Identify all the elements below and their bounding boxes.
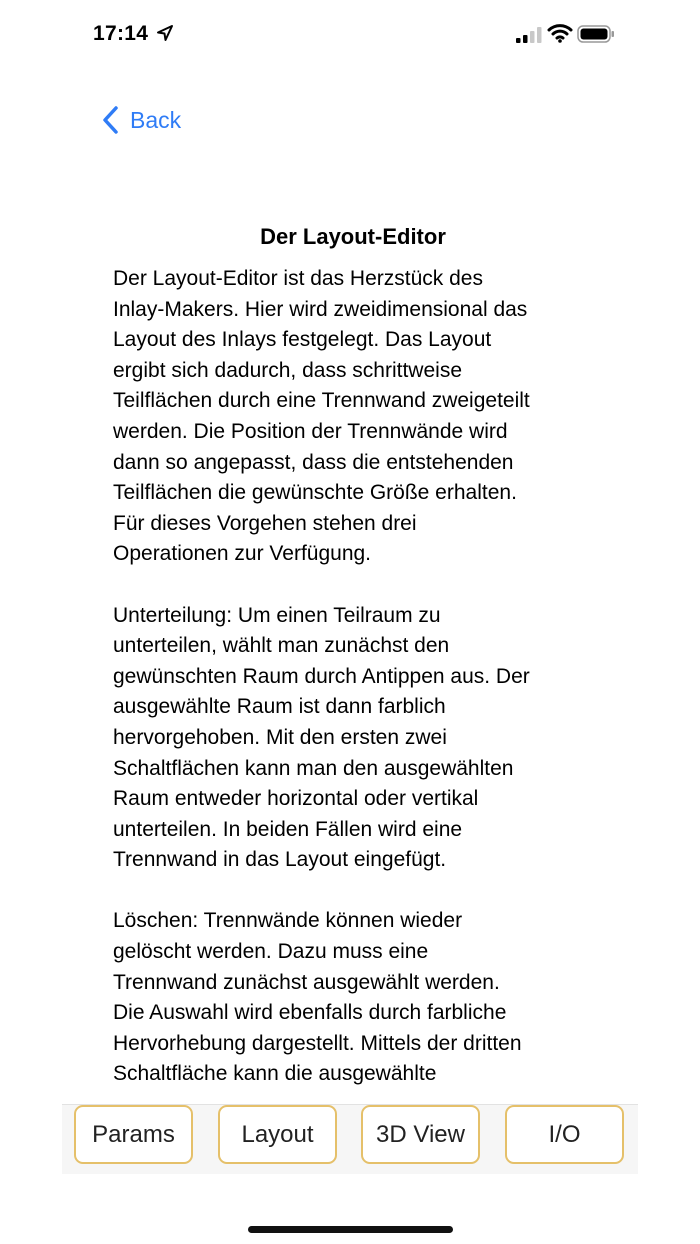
bottom-toolbar (62, 1104, 638, 1174)
status-bar (0, 0, 700, 70)
params-button[interactable]: Params (74, 1105, 193, 1164)
chevron-left-icon (100, 105, 122, 135)
3d-view-button[interactable]: 3D View (361, 1105, 480, 1164)
layout-button[interactable]: Layout (218, 1105, 337, 1164)
status-time: 17:14 (93, 22, 149, 45)
paragraph-unterteilung: Unterteilung: Um einen Teilraum zu unterteilen, wählt man zunächst den gewünschten Raum durch Antippen aus. Der ausgewählte Raum ist dann farblich hervorgehoben. Mit den ersten zwei Schaltflächen kann man den ausgewählten Raum entweder horizontal oder vertikal unterteilen. In beiden Fällen wird eine Trennwand in das Layout eingefügt. (113, 603, 530, 872)
paragraph-intro: Der Layout-Editor ist das Herzstück des Inlay-Makers. Hier wird zweidimensional das Layout des Inlays festgelegt. Das Layout ergibt sich dadurch, dass schrittweise Teilflächen durch eine Trennwand zweigeteilt werden. Die Position der Trennwände wird dann so angepasst, dass die entstehenden Teilflächen die gewünschte Größe erhalten. Für dieses Vorgehen stehen drei Operationen zur Verfügung. (113, 267, 530, 566)
back-label: Back (130, 106, 182, 133)
back-button[interactable] (100, 102, 181, 138)
help-content[interactable] (113, 222, 593, 1088)
battery-icon (577, 24, 615, 44)
io-button[interactable]: I/O (505, 1105, 624, 1164)
paragraph-loeschen: Löschen: Trennwände können wieder gelöscht werden. Dazu muss eine Trennwand zunächst ausgewählt werden. Die Auswahl wird ebenfalls durch farbliche Hervorhebung dargestellt. Mittels der dritten Schaltfläche kann die ausgewählte (113, 909, 522, 1086)
page-title: Der Layout-Editor (260, 224, 446, 249)
home-indicator (248, 1226, 453, 1233)
wifi-icon (547, 23, 573, 43)
cellular-signal-icon (514, 26, 544, 44)
location-arrow-icon (156, 24, 174, 42)
